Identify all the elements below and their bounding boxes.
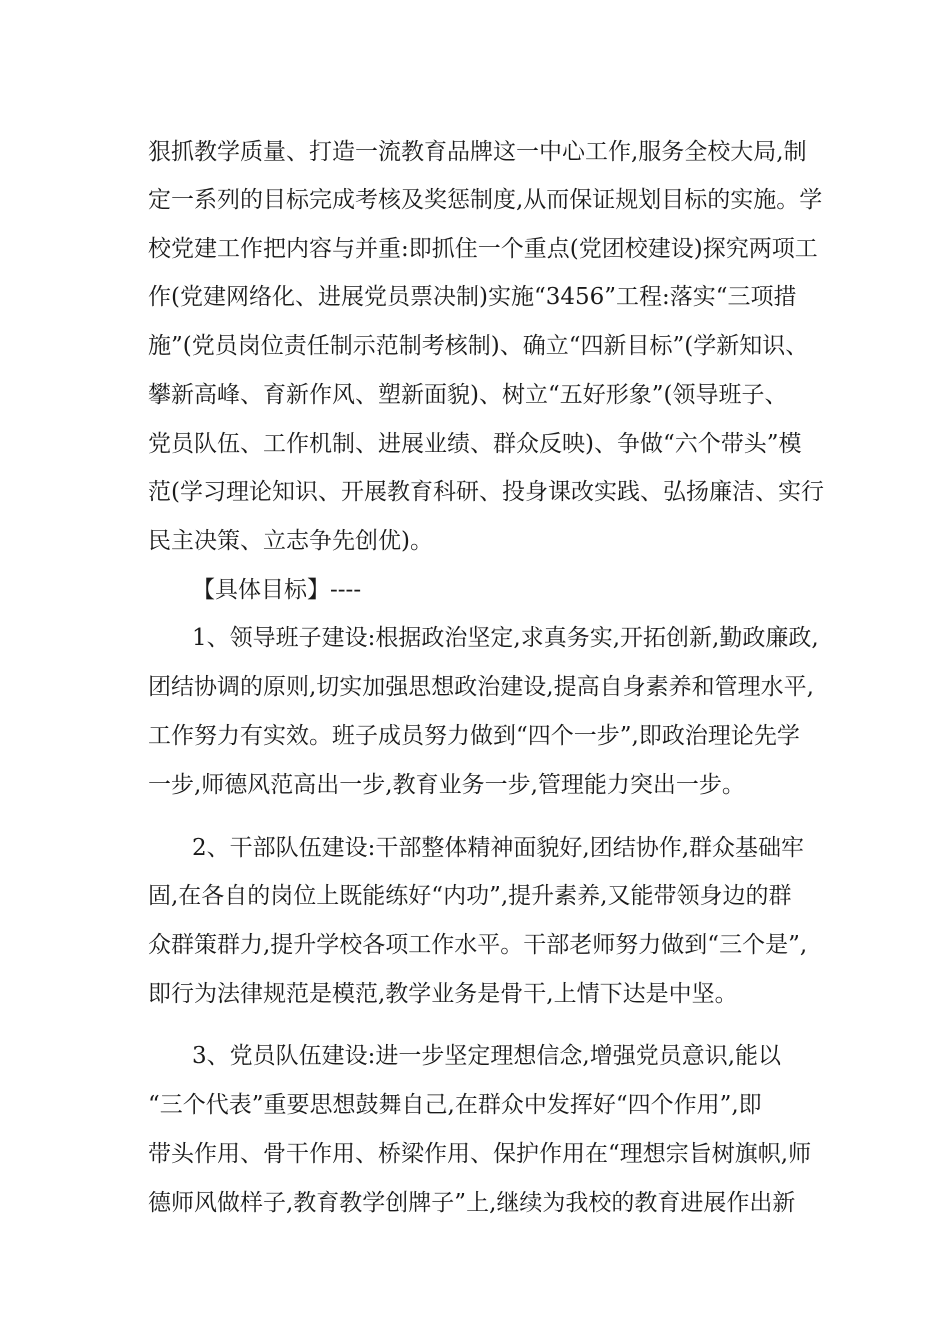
text-line: “三个代表”重要思想鼓舞自己,在群众中发挥好“四个作用”,即 xyxy=(148,1092,762,1118)
text-line: 攀新高峰、育新作风、塑新面貌)、树立“五好形象”(领导班子、 xyxy=(148,382,788,408)
text-line: 作(党建网络化、进展党员票决制)实施“3456”工程:落实“三项措 xyxy=(148,284,797,310)
text-line: 施”(党员岗位责任制示范制考核制)、确立“四新目标”(学新知识、 xyxy=(148,333,809,359)
text-line: 即行为法律规范是模范,教学业务是骨干,上情下达是中坚。 xyxy=(148,981,738,1007)
text-line: 工作努力有实效。班子成员努力做到“四个一步”,即政治理论先学 xyxy=(148,723,800,749)
text-line: 2、干部队伍建设:干部整体精神面貌好,团结协作,群众基础牢 xyxy=(192,835,805,861)
text-line: 范(学习理论知识、开展教育科研、投身课改实践、弘扬廉洁、实行 xyxy=(148,479,824,505)
text-line: 1、领导班子建设:根据政治坚定,求真务实,开拓创新,勤政廉政, xyxy=(192,625,819,651)
text-line: 民主决策、立志争先创优)。 xyxy=(148,528,433,554)
text-line: 狠抓教学质量、打造一流教育品牌这一中心工作,服务全校大局,制 xyxy=(148,139,807,165)
text-line: 党员队伍、工作机制、进展业绩、群众反映)、争做“六个带头”模 xyxy=(148,431,802,457)
text-line: 校党建工作把内容与并重:即抓住一个重点(党团校建设)探究两项工 xyxy=(148,236,818,262)
text-line: 固,在各自的岗位上既能练好“内功”,提升素养,又能带领身边的群 xyxy=(148,883,792,909)
text-line: 团结协调的原则,切实加强思想政治建设,提高自身素养和管理水平, xyxy=(148,674,814,700)
text-line: 带头作用、骨干作用、桥梁作用、保护作用在“理想宗旨树旗帜,师 xyxy=(148,1141,812,1167)
section-heading: 【具体目标】---- xyxy=(192,577,362,603)
text-line: 定一系列的目标完成考核及奖惩制度,从而保证规划目标的实施。学 xyxy=(148,187,823,213)
text-line: 3、党员队伍建设:进一步坚定理想信念,增强党员意识,能以 xyxy=(192,1043,782,1069)
text-line: 德师风做样子,教育教学创牌子”上,继续为我校的教育进展作出新 xyxy=(148,1190,796,1216)
text-line: 众群策群力,提升学校各项工作水平。干部老师努力做到“三个是”, xyxy=(148,932,808,958)
text-line: 一步,师德风范高出一步,教育业务一步,管理能力突出一步。 xyxy=(148,772,745,798)
